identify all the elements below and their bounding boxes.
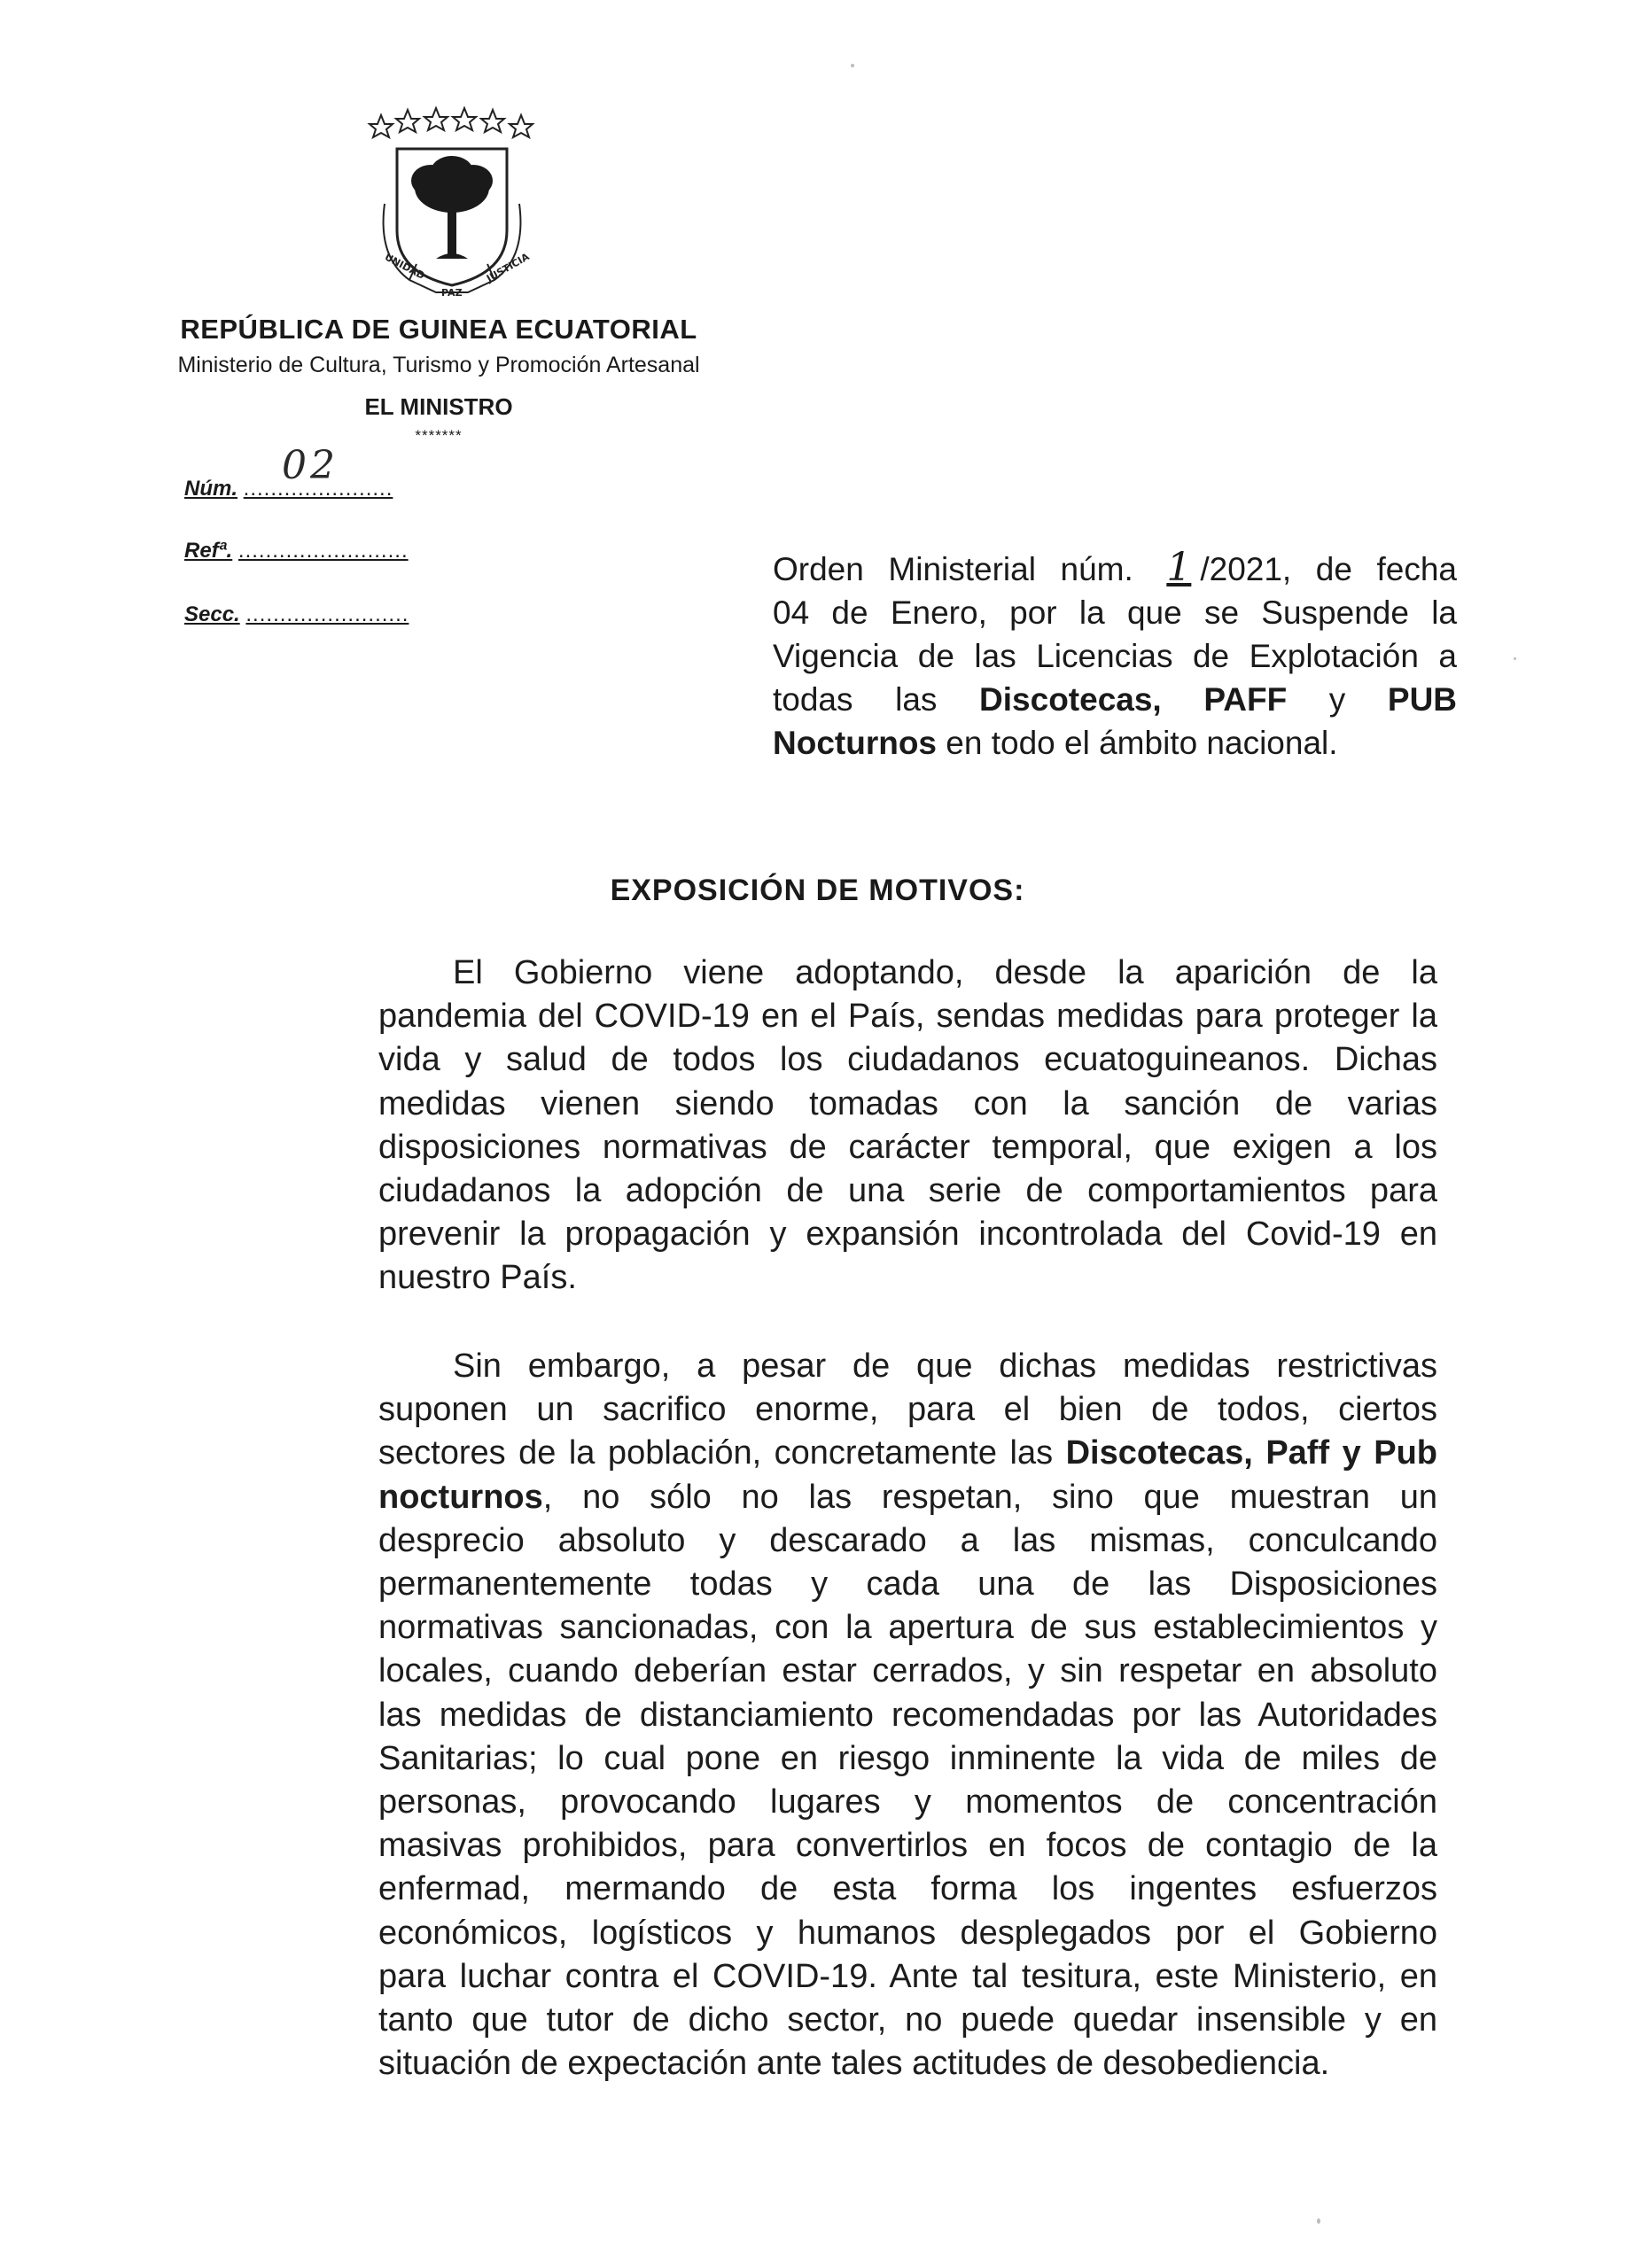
p2-line: desprecio absoluto y descarado a las mismas, conculcando <box>378 1521 1437 1559</box>
p1-line: pandemia del COVID-19 en el País, sendas medidas para proteger la <box>378 998 1437 1036</box>
handwritten-order-number: 1 <box>1166 545 1192 590</box>
handwritten-number: 02 <box>282 443 339 488</box>
p2-line: masivas prohibidos, para convertirlos en focos de contagio de la <box>378 1827 1437 1865</box>
minister-title: EL MINISTRO <box>364 393 513 420</box>
scan-speck <box>1514 657 1516 660</box>
num-label: Núm. <box>184 477 237 501</box>
republic-name: REPÚBLICA DE GUINEA ECUATORIAL <box>180 314 697 345</box>
ministry-name: Ministerio de Cultura, Turismo y Promoción Artesanal <box>177 353 700 377</box>
secc-label: Secc. <box>184 602 240 626</box>
t4c: Discotecas, <box>979 681 1162 718</box>
paragraph-1 <box>378 951 1437 1301</box>
stars-separator: ******* <box>415 427 463 444</box>
svg-text:UNIDAD: UNIDAD <box>382 251 427 283</box>
p2-line: las medidas de distanciamiento recomendadas por las Autoridades <box>378 1696 1437 1734</box>
p1-line: ciudadanos la adopción de una serie de comportamientos para <box>378 1172 1437 1210</box>
p2-line: suponen un sacrifico enorme, para el bien de todos, ciertos <box>378 1391 1437 1429</box>
p2-line: permanentemente todas y cada una de las Disposiciones <box>378 1565 1437 1604</box>
t4d: PAFF <box>1203 681 1288 718</box>
p1-line: El Gobierno viene adoptando, desde la aparición de la <box>453 954 1437 991</box>
paragraph-2 <box>378 1345 1437 2085</box>
t4b: las <box>895 681 938 718</box>
order-title <box>773 546 1457 765</box>
p2-line: económicos, logísticos y humanos desplegados por el Gobierno <box>378 1914 1437 1952</box>
scan-speck <box>851 64 854 67</box>
title-line-4 <box>773 678 1457 721</box>
t4a: todas <box>773 681 853 718</box>
p1-line: disposiciones normativas de carácter temporal, que exigen a los <box>378 1128 1437 1166</box>
scan-speck <box>1317 2218 1320 2224</box>
p2-line <box>378 1432 1437 1475</box>
svg-text:JUSTICIA: JUSTICIA <box>484 251 532 285</box>
ref-dots: ......................... <box>237 539 409 563</box>
p2-line: normativas sancionadas, con la apertura de sus establecimientos y <box>378 1609 1437 1647</box>
num-dots: ...................... <box>243 477 393 501</box>
title-line-1-start: Orden Ministerial núm. <box>773 551 1133 587</box>
p1-line: nuestro País. <box>378 1259 577 1297</box>
p2-line: enfermad, mermando de esta forma los ingentes esfuerzos <box>378 1870 1437 1908</box>
p2-line: Sin embargo, a pesar de que dichas medidas restrictivas <box>453 1348 1437 1385</box>
title-line-3: Vigencia de las Licencias de Explotación a <box>773 638 1457 674</box>
title-line-2: 04 de Enero, por la que se Suspende la <box>773 594 1457 631</box>
p1-line: vida y salud de todos los ciudadanos ecuatoguineanos. Dichas <box>378 1041 1437 1079</box>
title-line-5 <box>773 721 1457 765</box>
section-heading: EXPOSICIÓN DE MOTIVOS: <box>610 874 1025 907</box>
p2-line: locales, cuando deberían estar cerrados, y sin respetar en absoluto <box>378 1652 1437 1690</box>
p2-line3-bold: Discotecas, Paff y Pub <box>1065 1434 1438 1472</box>
p1-line: prevenir la propagación y expansión incontrolada del Covid-19 en <box>378 1216 1437 1254</box>
svg-text:PAZ: PAZ <box>441 287 463 299</box>
p2-line: personas, provocando lugares y momentos de concentración <box>378 1783 1437 1821</box>
t4f: PUB <box>1387 681 1458 718</box>
p2-line: Sanitarias; lo cual pone en riesgo inminente la vida de miles de <box>378 1739 1437 1777</box>
title-line-1 <box>773 546 1457 591</box>
t5-rest: en todo el ámbito nacional. <box>946 725 1338 761</box>
p2-line3-a: sectores de la población, concretamente las <box>378 1434 1054 1472</box>
secc-dots: ........................ <box>245 602 409 626</box>
coat-of-arms-emblem <box>365 106 539 308</box>
t4e: y <box>1328 681 1346 718</box>
ref-label: Refª. <box>184 539 233 563</box>
p2-line4-bold: nocturnos <box>378 1478 543 1516</box>
p2-line: situación de expectación ante tales actitudes de desobediencia. <box>378 2045 1330 2083</box>
p1-line: medidas vienen siendo tomadas con la sanción de varias <box>378 1084 1437 1122</box>
p2-line4-rest: , no sólo no las respetan, sino que muestran un <box>542 1478 1437 1516</box>
reference-section <box>184 602 409 627</box>
p2-line: para luchar contra el COVID-19. Ante tal tesitura, este Ministerio, en <box>378 1957 1437 1995</box>
p2-line: tanto que tutor de dicho sector, no puede quedar insensible y en <box>378 2001 1437 2039</box>
p2-line <box>378 1476 1437 1519</box>
reference-ref <box>184 539 409 563</box>
t5-bold: Nocturnos <box>773 725 937 761</box>
title-line-1-end: /2021, de fecha <box>1200 551 1458 587</box>
